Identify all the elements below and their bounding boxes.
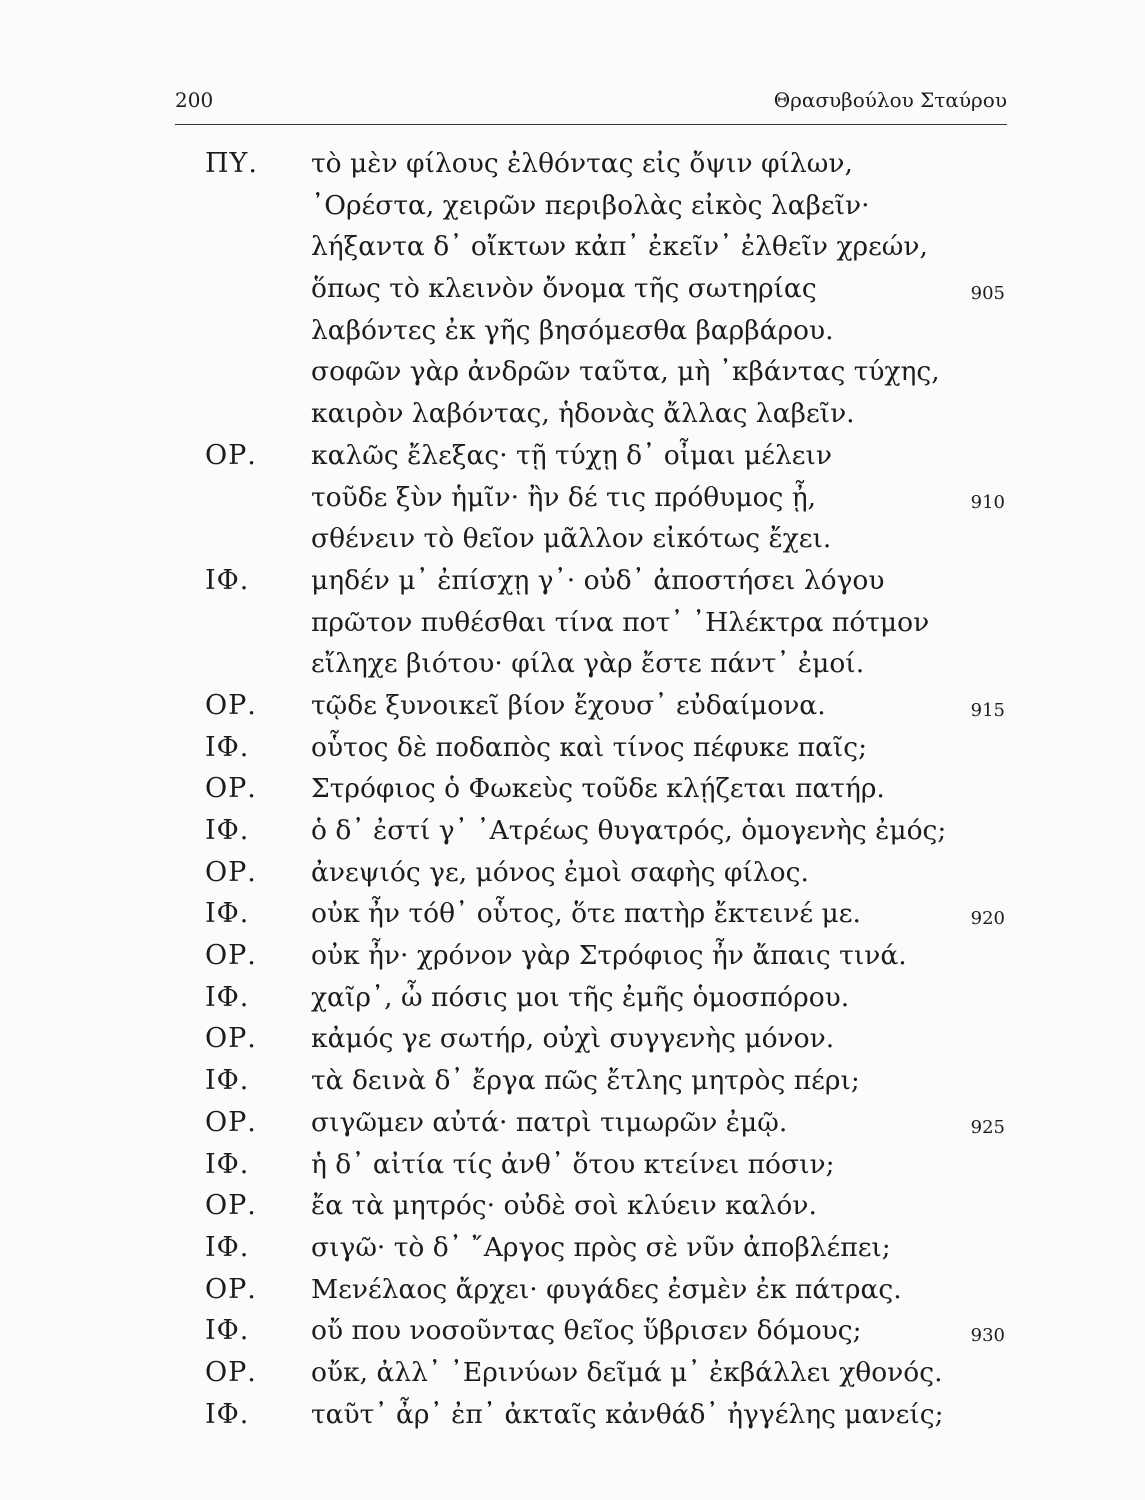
page-number: 200 [175, 88, 214, 112]
verse-line [0, 231, 1145, 273]
verse-line [0, 440, 1145, 482]
verse-text: ταῦτ᾿ ἆρ᾿ ἐπ᾿ ἀκταῖς κἀνθάδ᾿ ἠγγέλης μανείς; [311, 1398, 944, 1430]
verse-line [0, 273, 1145, 315]
verse-text: τοῦδε ξὺν ἡμῖν· ἢν δέ τις πρόθυμος ᾖ, [311, 481, 817, 513]
verse-text: ἔα τὰ μητρός· οὐδὲ σοὶ κλύειν καλόν. [311, 1190, 817, 1222]
verse-text: τὸ μὲν φίλους ἐλθόντας εἰς ὄψιν φίλων, [311, 148, 853, 179]
verse-text: οὐκ ἦν τόθ᾿ οὗτος, ὅτε πατὴρ ἔκτεινέ με. [311, 898, 861, 930]
verse-text: καλῶς ἔλεξας· τῇ τύχῃ δ᾿ οἶμαι μέλειν [311, 439, 833, 471]
verse-line [0, 1399, 1145, 1441]
verse-line [0, 1107, 1145, 1149]
verse-text: οὗτος δὲ ποδαπὸς καὶ τίνος πέφυκε παῖς; [311, 731, 868, 763]
verse-line [0, 398, 1145, 440]
verse-text: οὐκ ἦν· χρόνον γὰρ Στρόφιος ἦν ἄπαις τινά. [311, 940, 907, 972]
verse-text: ᾿Ορέστα, χειρῶν περιβολὰς εἰκὸς λαβεῖν· [311, 189, 870, 221]
speaker-label: ΙΦ. [205, 1315, 250, 1347]
verse-line [0, 1023, 1145, 1065]
verse-line [0, 773, 1145, 815]
line-number: 920 [970, 908, 1005, 930]
verse-line [0, 1190, 1145, 1232]
speaker-label: ΟΡ. [205, 1106, 257, 1138]
verse-text: μηδέν μ᾿ ἐπίσχῃ γ᾿· οὐδ᾿ ἀποστήσει λόγου [311, 564, 885, 596]
verse-line [0, 982, 1145, 1024]
verse-line [0, 815, 1145, 857]
verse-line [0, 1232, 1145, 1274]
verse-text: τὰ δεινὰ δ᾿ ἔργα πῶς ἔτλης μητρὸς πέρι; [311, 1065, 860, 1097]
verse-line [0, 1149, 1145, 1191]
verse-text: ἀνεψιός γε, μόνος ἐμοὶ σαφὴς φίλος. [311, 856, 809, 888]
verse-line [0, 857, 1145, 899]
verse-line [0, 898, 1145, 940]
verse-line [0, 1274, 1145, 1316]
verse-text: ἡ δ᾿ αἰτία τίς ἀνθ᾿ ὅτου κτείνει πόσιν; [311, 1148, 835, 1180]
verse-text: Στρόφιος ὁ Φωκεὺς τοῦδε κλῄζεται πατήρ. [311, 773, 885, 805]
verse-text: ὁ δ᾿ ἐστί γ᾿ ᾿Ατρέως θυγατρός, ὁμογενὴς ἐμός; [311, 815, 947, 846]
verse-text: σοφῶν γὰρ ἀνδρῶν ταῦτα, μὴ ᾿κβάντας τύχης, [311, 356, 940, 388]
verse-text: σιγῶ· τὸ δ᾿ ῎Αργος πρὸς σὲ νῦν ἀποβλέπει; [311, 1231, 891, 1263]
speaker-label: ΙΦ. [205, 1231, 250, 1263]
speaker-label: ΙΦ. [205, 1148, 250, 1180]
verse-text: οὔκ, ἀλλ᾿ ᾿Ερινύων δεῖμά μ᾿ ἐκβάλλει χθονός. [311, 1356, 943, 1388]
speaker-label: ΟΡ. [205, 1356, 257, 1388]
line-number: 915 [970, 699, 1005, 721]
verse-line [0, 356, 1145, 398]
verse-line [0, 523, 1145, 565]
verse-text: χαῖρ᾿, ὦ πόσις μοι τῆς ἐμῆς ὁμοσπόρου. [311, 981, 850, 1013]
speaker-label: ΙΦ. [205, 981, 250, 1013]
verse-text: σθένειν τὸ θεῖον μᾶλλον εἰκότως ἔχει. [311, 523, 832, 555]
verse-line [0, 690, 1145, 732]
verse-text: κἀμός γε σωτήρ, οὐχὶ συγγενὴς μόνον. [311, 1023, 835, 1055]
speaker-label: ΙΦ. [205, 564, 250, 596]
speaker-label: ΙΦ. [205, 898, 250, 930]
verse-block [0, 148, 1145, 1440]
speaker-label: ΟΡ. [205, 1273, 257, 1305]
speaker-label: ΟΡ. [205, 1190, 257, 1222]
line-number: 905 [970, 283, 1005, 305]
speaker-label: ΟΡ. [205, 773, 257, 805]
verse-line [0, 148, 1145, 190]
line-number: 925 [970, 1116, 1005, 1138]
line-number: 930 [970, 1325, 1005, 1347]
running-title: Θρασυβούλου Σταύρου [773, 88, 1007, 112]
speaker-label: ΟΡ. [205, 940, 257, 972]
speaker-label: ΠΥ. [205, 148, 258, 179]
verse-line [0, 315, 1145, 357]
verse-line [0, 648, 1145, 690]
verse-line [0, 1065, 1145, 1107]
verse-text: σιγῶμεν αὐτά· πατρὶ τιμωρῶν ἐμῷ. [311, 1106, 788, 1138]
verse-line [0, 607, 1145, 649]
verse-line [0, 732, 1145, 774]
verse-text: τῷδε ξυνοικεῖ βίον ἔχουσ᾿ εὐδαίμονα. [311, 689, 826, 721]
verse-line [0, 940, 1145, 982]
verse-line [0, 190, 1145, 232]
speaker-label: ΟΡ. [205, 689, 257, 721]
verse-line [0, 1315, 1145, 1357]
verse-text: Μενέλαος ἄρχει· φυγάδες ἐσμὲν ἐκ πάτρας. [311, 1273, 902, 1305]
speaker-label: ΙΦ. [205, 1398, 250, 1430]
speaker-label: ΟΡ. [205, 1023, 257, 1055]
verse-text: καιρὸν λαβόντας, ἡδονὰς ἄλλας λαβεῖν. [311, 398, 855, 430]
speaker-label: ΙΦ. [205, 815, 250, 846]
speaker-label: ΙΦ. [205, 1065, 250, 1097]
verse-line [0, 565, 1145, 607]
speaker-label: ΙΦ. [205, 731, 250, 763]
line-number: 910 [970, 491, 1005, 513]
verse-line [0, 482, 1145, 524]
verse-text: ὅπως τὸ κλεινὸν ὄνομα τῆς σωτηρίας [311, 273, 817, 305]
verse-line [0, 1357, 1145, 1399]
page-header [175, 84, 1007, 125]
verse-text: λαβόντες ἐκ γῆς βησόμεσθα βαρβάρου. [311, 314, 834, 346]
speaker-label: ΟΡ. [205, 856, 257, 888]
verse-text: εἴληχε βιότου· φίλα γὰρ ἔστε πάντ᾿ ἐμοί. [311, 648, 865, 680]
verse-text: οὔ που νοσοῦντας θεῖος ὕβρισεν δόμους; [311, 1315, 862, 1347]
verse-text: πρῶτον πυθέσθαι τίνα ποτ᾿ ᾿Ηλέκτρα πότμον [311, 606, 930, 638]
verse-text: λήξαντα δ᾿ οἴκτων κἀπ᾿ ἐκεῖν᾿ ἐλθεῖν χρεών, [311, 231, 928, 263]
speaker-label: ΟΡ. [205, 439, 257, 471]
